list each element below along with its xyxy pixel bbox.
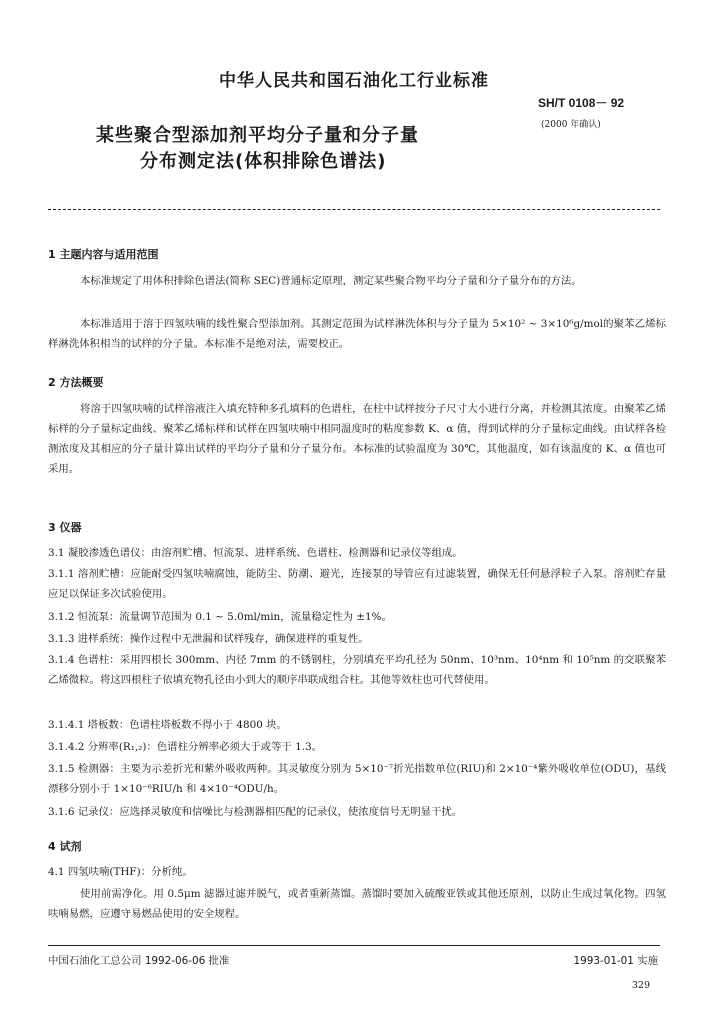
implementation-date: 1993-01-01 实施 <box>573 955 658 967</box>
item-3-1-4: 3.1.4 色谱柱：采用四根长 300mm、内径 7mm 的不锈钢柱，分别填充平均孔径为 50nm、10³nm、10⁴nm 和 10⁵nm 的交联聚苯乙烯微粒。将这四根柱子依填充物孔径由小到大的顺序串联成组合柱。其他等效柱也可代替使用。 <box>48 654 666 686</box>
section-1-para-1: 本标准规定了用体积排除色谱法(简称 SEC)普通标定原理，测定某些聚合物平均分子量和分子量分布的方法。 <box>80 275 582 287</box>
page-number: 329 <box>631 980 650 991</box>
title-line-2: 分布测定法(体积排除色谱法) <box>140 151 387 172</box>
item-3-1-4-2: 3.1.4.2 分辨率(R₁,₂)：色谱柱分辨率必须大于或等于 1.3。 <box>48 741 323 753</box>
item-3-1-5: 3.1.5 检测器：主要为示差折光和紫外吸收两种。其灵敏度分别为 5×10⁻⁷折光指数单位(RIU)和 2×10⁻⁴紫外吸收单位(ODU)，基线漂移分别小于 1×10⁻⁶RIU/h 和 4×10⁻⁴ODU/h。 <box>48 763 666 795</box>
footer-divider <box>48 945 660 946</box>
confirmation-note: (2000 年确认) <box>541 120 601 130</box>
item-4-1: 4.1 四氢呋喃(THF)：分析纯。 <box>48 866 193 878</box>
item-3-1-6: 3.1.6 记录仪：应选择灵敏度和信噪比与检测器相匹配的记录仪，使浓度信号无明显干扰。 <box>48 806 463 818</box>
issuing-organization: 中华人民共和国石油化工行业标准 <box>219 71 489 91</box>
section-2-para-1: 将溶于四氢呋喃的试样溶液注入填充特种多孔填料的色谱柱，在柱中试样按分子尺寸大小进行分离，并检测其浓度。由聚苯乙烯标样的分子量标定曲线、聚苯乙烯标样和试样在四氢呋喃中相同温度时的粘度参数 K、α 值，得到试样的分子量标定曲线。由试样各检测浓度及其相应的分子量计算出试样的平均分子量和分子量分布。本标准的试验温度为 30℃，其他温度，如有该温度的 K、α 值也可采用。 <box>48 403 666 475</box>
item-3-1-3: 3.1.3 进样系统：操作过程中无泄漏和试样残存，确保进样的重复性。 <box>48 633 369 645</box>
section-2-heading: 2 方法概要 <box>48 376 104 389</box>
item-3-1-1: 3.1.1 溶剂贮槽：应能耐受四氢呋喃腐蚀，能防尘、防潮、避光，连接泵的导管应有过滤装置，确保无任何悬浮粒子入泵。溶剂贮存量应足以保证多次试验使用。 <box>48 568 666 600</box>
approval-note: 中国石油化工总公司 1992-06-06 批准 <box>48 955 230 967</box>
item-3-1: 3.1 凝胶渗透色谱仪：由溶剂贮槽、恒流泵、进样系统、色谱柱、检测器和记录仪等组成。 <box>48 547 463 559</box>
header-divider <box>48 209 660 210</box>
item-3-1-2: 3.1.2 恒流泵：流量调节范围为 0.1 ~ 5.0ml/min，流量稳定性为 ±1%。 <box>48 611 392 623</box>
section-1-heading: 1 主题内容与适用范围 <box>48 248 159 261</box>
section-4-para-1: 使用前需净化。用 0.5μm 滤器过滤并脱气，或者重新蒸馏。蒸馏时要加入硫酸亚铁或其他还原剂，以防止生成过氧化物。四氢呋喃易燃，应遵守易燃品使用的安全规程。 <box>48 888 666 920</box>
section-4-heading: 4 试剂 <box>48 840 82 853</box>
item-3-1-4-1: 3.1.4.1 塔板数：色谱柱塔板数不得小于 4800 块。 <box>48 719 287 731</box>
section-3-heading: 3 仪器 <box>48 521 82 534</box>
title-line-1: 某些聚合型添加剂平均分子量和分子量 <box>96 125 419 146</box>
standard-code: SH/T 0108－ 92 <box>538 96 625 110</box>
section-1-para-2: 本标准适用于溶于四氢呋喃的线性聚合型添加剂。其测定范围为试样淋洗体积与分子量为 5×10² ~ 3×10⁶g/mol的聚苯乙烯标样淋洗体积相当的试样的分子量。本标准不是绝对法，需要校正。 <box>48 318 666 350</box>
